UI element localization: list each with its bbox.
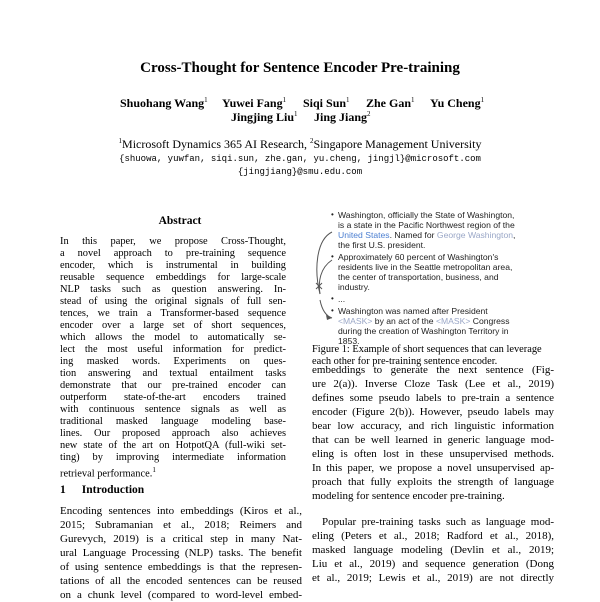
author-name: Siqi Sun (303, 96, 347, 110)
body-line: eling (Peters et al., 2018; Radford et al., 2018), (312, 530, 554, 542)
figure-arrows (310, 210, 340, 336)
sequence-text: ... (338, 294, 346, 304)
bullet-dot: • (331, 294, 334, 303)
abstract-line: tion answering and textual entailment tasks (60, 368, 286, 379)
sequence-text: Congress (470, 316, 510, 326)
author-5 (430, 96, 484, 111)
body-line: on a chunk level (compared to word-level embed- (60, 589, 302, 601)
abstract-line: outperform state-of-the-art encoders trained (60, 392, 286, 403)
author-3 (303, 96, 350, 111)
author-name: Yu Cheng (430, 96, 481, 110)
abstract-line: tences, we train a Transformer-based sequence (60, 308, 286, 319)
bullet-dot: • (331, 252, 334, 261)
sequence-line (331, 210, 515, 220)
abstract-line: In this paper, we propose Cross-Thought, (60, 236, 286, 247)
sequence-text: <MASK> (338, 316, 373, 326)
author-mark: 1 (411, 96, 415, 104)
abstract-line: lines. Our proposed approach also achieves (60, 428, 286, 439)
sequence-line (331, 252, 499, 262)
body-line: modeling for sentence encoder pre-training. (312, 490, 505, 502)
sequence-text: the first U.S. president. (338, 240, 426, 250)
author-1 (120, 96, 208, 111)
body-line: 2015; Subramanian et al., 2018; Reimers and (60, 519, 302, 531)
sequence-text: <MASK> (435, 316, 471, 326)
bullet-dot: • (331, 210, 334, 219)
body-line: Liu et al., 2019) and sequence generation (Dong (312, 558, 554, 570)
abstract-line: encoder, which is instrumental in building (60, 260, 286, 271)
author-mark: 1 (282, 96, 287, 104)
author-mark: 1 (346, 96, 350, 104)
sequence-text: Approximately 60 percent of Washington's (338, 252, 499, 262)
sequence-line (338, 282, 370, 292)
sequence-text: industry. (338, 282, 370, 292)
figure-1 (310, 210, 560, 346)
sequence-text: , (513, 230, 516, 240)
section-heading-introduction (60, 484, 144, 496)
abstract-line: demonstrate that our pre-trained encoder can (60, 380, 286, 391)
footnote-mark: 1 (152, 466, 156, 474)
abstract-line: a novel approach to pre-training sequence (60, 248, 286, 259)
abstract-heading: Abstract (158, 215, 202, 227)
sequence-text: is a state in the Pacific Northwest region of the (338, 220, 515, 230)
abstract-line: encoder over a large set of short sequences, (60, 320, 286, 331)
bullet-dot: • (331, 306, 334, 315)
email-line-1: {shuowa, yuwfan, siqi.sun, zhe.gan, yu.cheng, jingjl}@microsoft.com (119, 154, 481, 164)
abstract-line: new state of the art on HotpotQA (full-wiki set- (60, 440, 286, 451)
body-line: embeddings to generate the next sentence (Fig- (312, 364, 554, 376)
author-name: Jingjing Liu (231, 110, 295, 124)
body-line: defines some pseudo labels to pre-train a sentence (312, 392, 554, 404)
abstract-line: reusable sequence embeddings for large-scale (60, 272, 286, 283)
masked-sequence-line (338, 326, 509, 336)
email-line-2: {jingjiang}@smu.edu.com (237, 167, 363, 177)
body-line: In this paper, we propose a novel unsupervised ap- (312, 462, 554, 474)
body-line: masked language modeling (Devlin et al., 2019; (312, 544, 554, 556)
sequence-ellipsis (331, 294, 346, 304)
abstract-line: ing masked words. Experiments on ques- (60, 356, 286, 367)
body-line: eling is often lost in these unsupervised methods. (312, 448, 554, 460)
author-2 (222, 96, 286, 111)
sequence-text: . Named for (389, 230, 437, 240)
section-title: Introduction (81, 484, 145, 496)
author-mark: 2 (367, 110, 371, 118)
sequence-line (338, 230, 515, 240)
author-7 (314, 110, 371, 125)
body-line: that can be well learned in generic language mod- (312, 434, 554, 446)
author-6 (231, 110, 298, 125)
abstract-line: which allows the model to automatically se- (60, 332, 286, 343)
masked-sequence-line (338, 316, 510, 326)
abstract-line: retrieval performance.$^1$ (60, 466, 156, 480)
author-mark: 1 (480, 96, 485, 104)
body-line: Popular pre-training tasks such as language mod- (322, 516, 554, 528)
author-name: Jing Jiang (314, 110, 368, 124)
sequence-text: George Washington (436, 230, 514, 240)
sequence-text: residents live in the Seattle metropolitan area, (338, 262, 513, 272)
paper-title: Cross-Thought for Sentence Encoder Pre-training (140, 60, 460, 76)
sequence-text: the center of transportation, business, and (338, 272, 499, 282)
sequence-line (338, 262, 512, 272)
caption-line: each other for pre-training sentence encoder. (312, 356, 498, 367)
abstract-line: lect the most useful information for predict- (60, 344, 286, 355)
body-line: tations of all the encoded sentences can be reused (60, 575, 302, 587)
sequence-line (338, 272, 499, 282)
body-line: of using sentence embeddings is that the represen- (60, 561, 302, 573)
affil-1: Microsoft Dynamics 365 AI Research, (122, 137, 310, 151)
body-line: ural Language Processing (NLP) tasks. The benefit (60, 547, 302, 559)
sequence-line (338, 240, 425, 250)
affil-2: Singapore Management University (313, 137, 482, 151)
body-line: et al., 2019; Lewis et al., 2019) are not directly (312, 572, 554, 584)
abstract-line: ting) by improving intermediate information (60, 452, 286, 463)
sequence-text: United States (338, 230, 390, 240)
abstract-line: with continuous sentence signals as well as (60, 404, 286, 415)
affil-mark-2: 2 (310, 137, 314, 145)
sequence-line (338, 220, 515, 230)
sequence-text: by an act of the (372, 316, 436, 326)
author-mark: 1 (204, 96, 208, 104)
sequence-text: during the creation of Washington Territory in (338, 326, 509, 336)
masked-sequence-line (331, 306, 488, 316)
affil-mark-1: 1 (118, 137, 123, 145)
body-line: Gurevych, 2019) is a critical step in many Nat- (60, 533, 302, 545)
author-name: Yuwei Fang (222, 96, 283, 110)
author-name: Shuohang Wang (120, 96, 205, 110)
caption-line: Figure 1: Example of short sequences that can leverage (312, 344, 542, 355)
body-line: Encoding sentences into embeddings (Kiros et al., (60, 505, 302, 517)
body-line: bear low accuracy, and rich linguistic information (312, 420, 554, 432)
abstract-line: NLP tasks such as question answering. In- (60, 284, 286, 295)
sequence-text: Washington was named after President (338, 306, 488, 316)
body-line: proach that fully exploits the strength of language (312, 476, 554, 488)
abstract-line: traditional masked language modeling base- (60, 416, 286, 427)
body-line: ure 2(a)). Inverse Cloze Task (Lee et al., 2019) (312, 378, 554, 390)
section-number: 1 (60, 484, 66, 496)
abstract-line: stead of using the original signals of full sen- (60, 296, 286, 307)
author-4 (366, 96, 415, 111)
sequence-text: Washington, officially the State of Washington, (338, 210, 515, 220)
author-name: Zhe Gan (366, 96, 412, 110)
body-line: encoder (Figure 2(b)). However, pseudo labels may (312, 406, 554, 418)
author-mark: 1 (294, 110, 298, 118)
affiliations (0, 137, 600, 152)
sequence-text: 1853. (338, 336, 360, 346)
